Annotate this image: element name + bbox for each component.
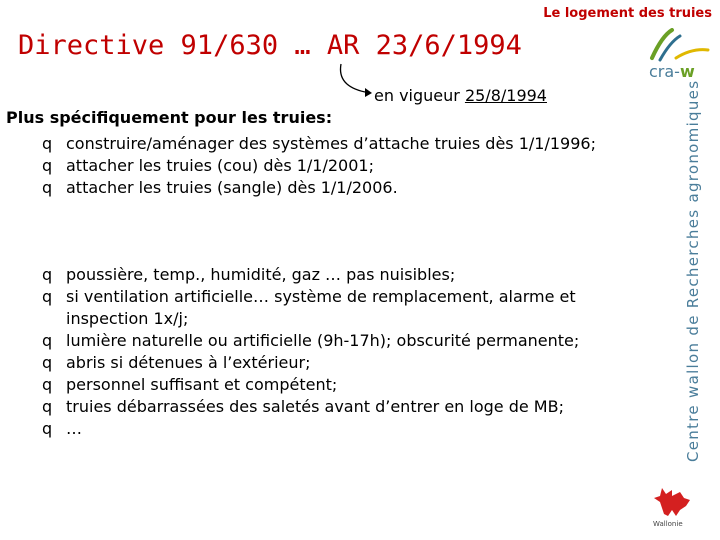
slide-title: Directive 91/630 … AR 23/6/1994	[18, 30, 522, 61]
header-title: Le logement des truies	[543, 6, 712, 21]
curved-arrow-icon	[335, 62, 377, 102]
bullet-item	[42, 264, 652, 286]
bullet-item	[42, 177, 652, 199]
checkbox-bullet-icon: q	[42, 397, 53, 416]
bullet-item	[42, 418, 652, 440]
bullet-text: poussière, temp., humidité, gaz … pas nuisibles;	[66, 265, 456, 284]
checkbox-bullet-icon: q	[42, 156, 53, 175]
cra-w-swoosh-icon	[640, 28, 720, 64]
effective-date-note	[374, 86, 547, 105]
wallonia-rooster-icon	[650, 484, 694, 520]
bullet-text: construire/aménager des systèmes d’attache truies dès 1/1/1996;	[66, 134, 596, 153]
bullet-item	[42, 374, 652, 396]
wallonia-label: Wallonie	[653, 520, 683, 528]
checkbox-bullet-icon: q	[42, 375, 53, 394]
bullet-text: lumière naturelle ou artificielle (9h-17h); obscurité permanente;	[66, 331, 580, 350]
effective-prefix: en vigueur	[374, 86, 465, 105]
intro-heading: Plus spécifiquement pour les truies:	[6, 108, 333, 127]
checkbox-bullet-icon: q	[42, 419, 53, 438]
bullet-text: personnel suffisant et compétent;	[66, 375, 338, 394]
checkbox-bullet-icon: q	[42, 287, 53, 306]
bullet-text: truies débarrassées des saletés avant d’entrer en loge de MB;	[66, 397, 564, 416]
vertical-organization-name: Centre wallon de Recherches agronomiques	[684, 79, 702, 462]
bullet-text: si ventilation artificielle… système de remplacement, alarme et inspection 1x/j;	[66, 287, 576, 328]
bullet-text: abris si détenues à l’extérieur;	[66, 353, 311, 372]
bullet-text: attacher les truies (sangle) dès 1/1/2006.	[66, 178, 398, 197]
checkbox-bullet-icon: q	[42, 353, 53, 372]
cra-w-logo	[640, 28, 720, 88]
bullet-text: attacher les truies (cou) dès 1/1/2001;	[66, 156, 374, 175]
wallonia-logo	[650, 484, 694, 536]
cra-w-logo-text-main: cra-	[649, 62, 680, 81]
cra-w-logo-text-accent: w	[679, 62, 695, 81]
bullet-item	[42, 330, 652, 352]
bullet-text: …	[66, 419, 82, 438]
bullet-list-attachment	[42, 133, 652, 199]
bullet-item	[42, 286, 652, 330]
cra-w-logo-text	[649, 62, 695, 81]
bullet-item	[42, 155, 652, 177]
bullet-list-conditions	[42, 264, 652, 440]
effective-date: 25/8/1994	[464, 86, 547, 105]
bullet-item	[42, 133, 652, 155]
checkbox-bullet-icon: q	[42, 331, 53, 350]
checkbox-bullet-icon: q	[42, 178, 53, 197]
checkbox-bullet-icon: q	[42, 134, 53, 153]
bullet-item	[42, 396, 652, 418]
checkbox-bullet-icon: q	[42, 265, 53, 284]
bullet-item	[42, 352, 652, 374]
